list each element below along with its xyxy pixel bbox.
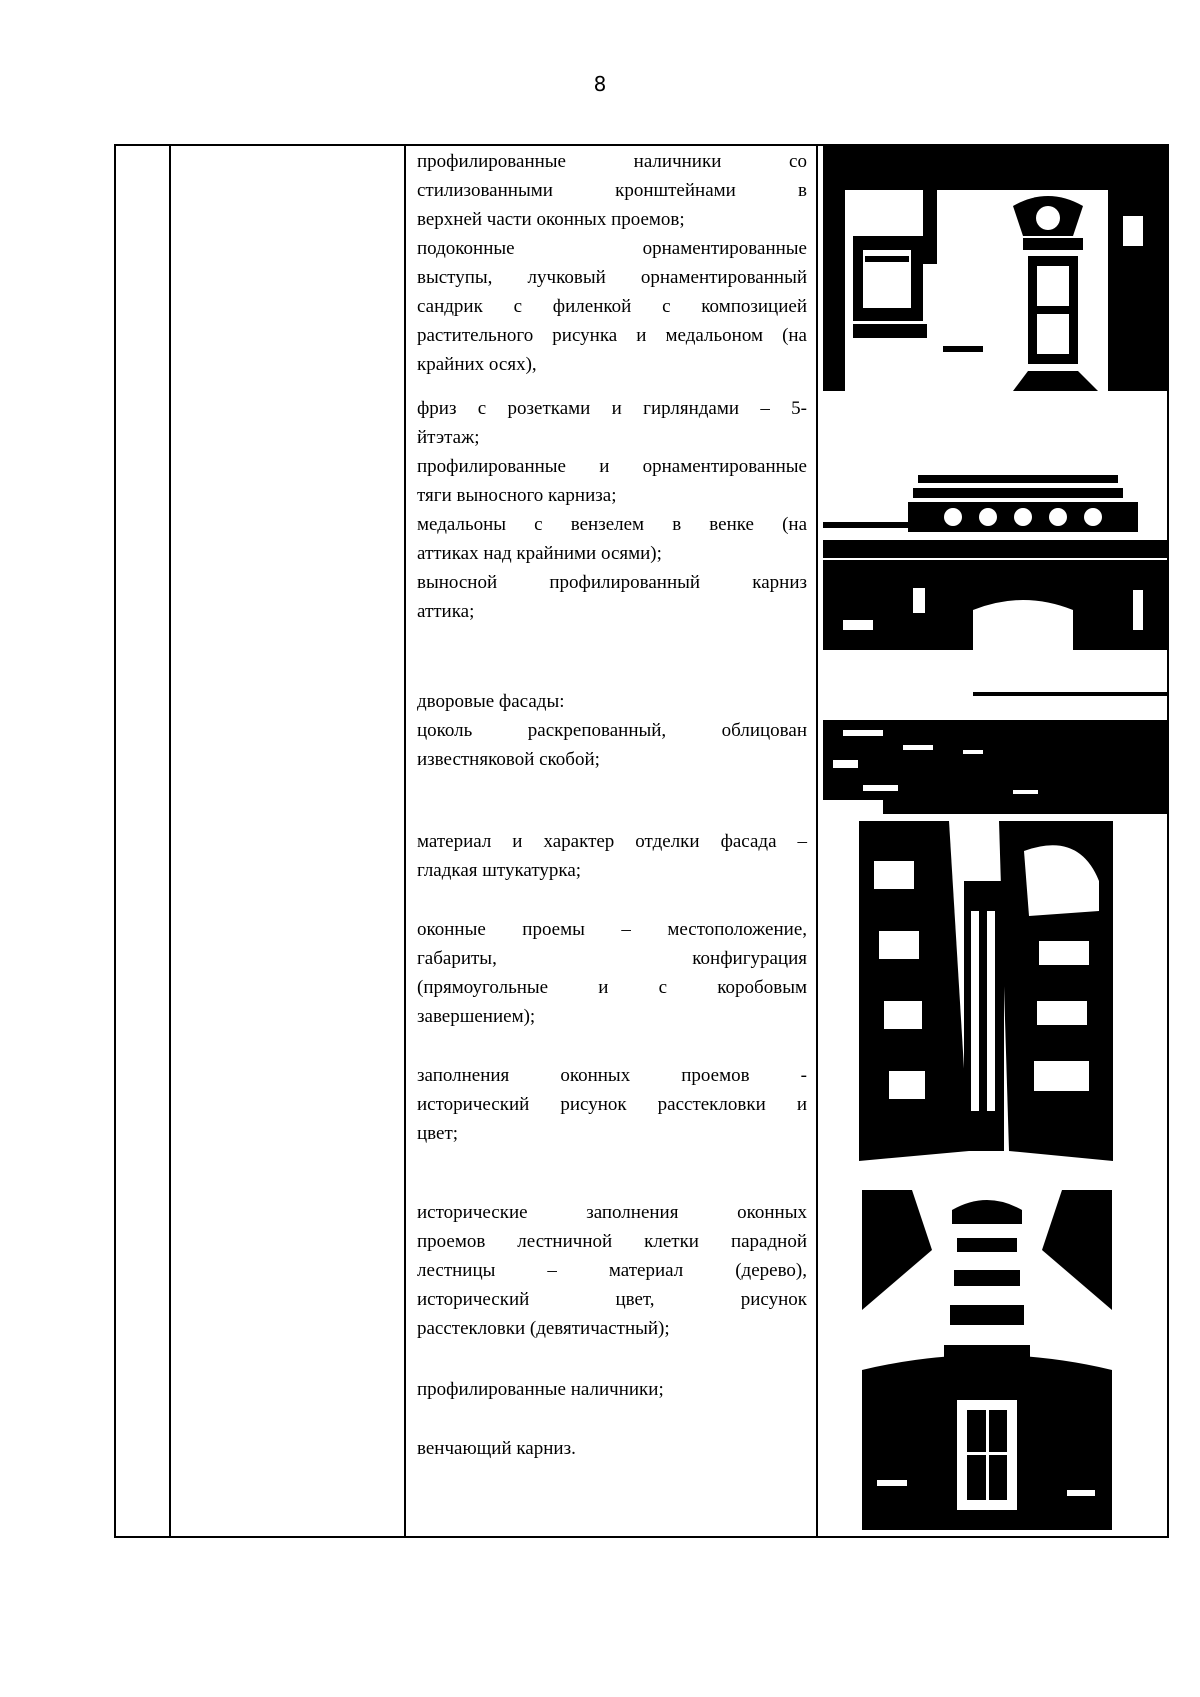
courtyard-facade-icon xyxy=(859,821,1113,1161)
text-block-finish-material xyxy=(417,827,807,885)
text-line: аттиках над крайними осями); xyxy=(417,543,662,564)
text-line: выступы, лучковый орнаментированный xyxy=(417,267,807,288)
text-line: аттика; xyxy=(417,601,475,622)
text-line: гладкая штукатурка; xyxy=(417,860,582,881)
text-line: стилизованными кронштейнами в xyxy=(417,180,807,201)
text-line: верхней части оконных проемов; xyxy=(417,209,685,230)
text-block-window-openings xyxy=(417,915,807,1031)
text-line: заполнения оконных проемов - xyxy=(417,1065,807,1086)
text-line: материал и характер отделки фасада – xyxy=(417,831,807,852)
photo-courtyard-plinth xyxy=(823,690,1167,814)
text-line: профилированные и орнаментированные xyxy=(417,456,807,477)
text-line: расстекловки (девятичастный); xyxy=(417,1318,670,1339)
text-line: фриз с розетками и гирляндами – 5- xyxy=(417,398,807,419)
text-block-frieze-cornice xyxy=(417,394,807,626)
text-line: известняковой скобой; xyxy=(417,749,600,770)
text-line: растительного рисунка и медальоном (на xyxy=(417,325,807,346)
text-line: лестницы – материал (дерево), xyxy=(417,1260,807,1281)
text-line: профилированные наличники со xyxy=(417,151,807,172)
text-line: (прямоугольные и с коробовым xyxy=(417,977,807,998)
text-line: цоколь раскрепованный, облицован xyxy=(417,720,807,741)
text-line: венчающий карниз. xyxy=(417,1438,576,1459)
text-line: оконные проемы – местоположение, xyxy=(417,919,807,940)
text-line: дворовые фасады: xyxy=(417,691,565,712)
photo-courtyard-facade xyxy=(859,821,1113,1161)
text-line: исторические заполнения оконных xyxy=(417,1202,807,1223)
text-block-profiled-surrounds xyxy=(417,1375,807,1404)
text-line: исторический рисунок расстекловки и xyxy=(417,1094,807,1115)
text-line: крайних осях), xyxy=(417,354,537,375)
text-line: проемов лестничной клетки парадной xyxy=(417,1231,807,1252)
page-number: 8 xyxy=(593,72,607,96)
text-line: габариты, конфигурация xyxy=(417,948,807,969)
text-block-window-surrounds xyxy=(417,147,807,379)
photo-staircase-windows xyxy=(862,1190,1112,1530)
text-line: профилированные наличники; xyxy=(417,1379,664,1400)
text-line: сандрик с филенкой с композицией xyxy=(417,296,807,317)
text-block-crowning-cornice xyxy=(417,1434,807,1463)
photo-window-surrounds xyxy=(823,146,1167,391)
frieze-cornice-detail-icon xyxy=(823,460,1167,650)
text-line: цвет; xyxy=(417,1123,459,1144)
courtyard-plinth-icon xyxy=(823,690,1167,814)
text-line: выносной профилированный карниз xyxy=(417,572,807,593)
window-surround-detail-icon xyxy=(823,146,1167,391)
text-line: йтэтаж; xyxy=(417,427,480,448)
text-line: медальоны с вензелем в венке (на xyxy=(417,514,807,535)
text-block-courtyard-facades xyxy=(417,687,807,774)
text-line: исторический цвет, рисунок xyxy=(417,1289,807,1310)
text-line: завершением); xyxy=(417,1006,536,1027)
text-block-window-fillings xyxy=(417,1061,807,1148)
text-line: подоконные орнаментированные xyxy=(417,238,807,259)
photo-frieze-cornice xyxy=(823,460,1167,650)
text-block-staircase-windows xyxy=(417,1198,807,1343)
staircase-windows-icon xyxy=(862,1190,1112,1530)
text-line: тяги выносного карниза; xyxy=(417,485,617,506)
